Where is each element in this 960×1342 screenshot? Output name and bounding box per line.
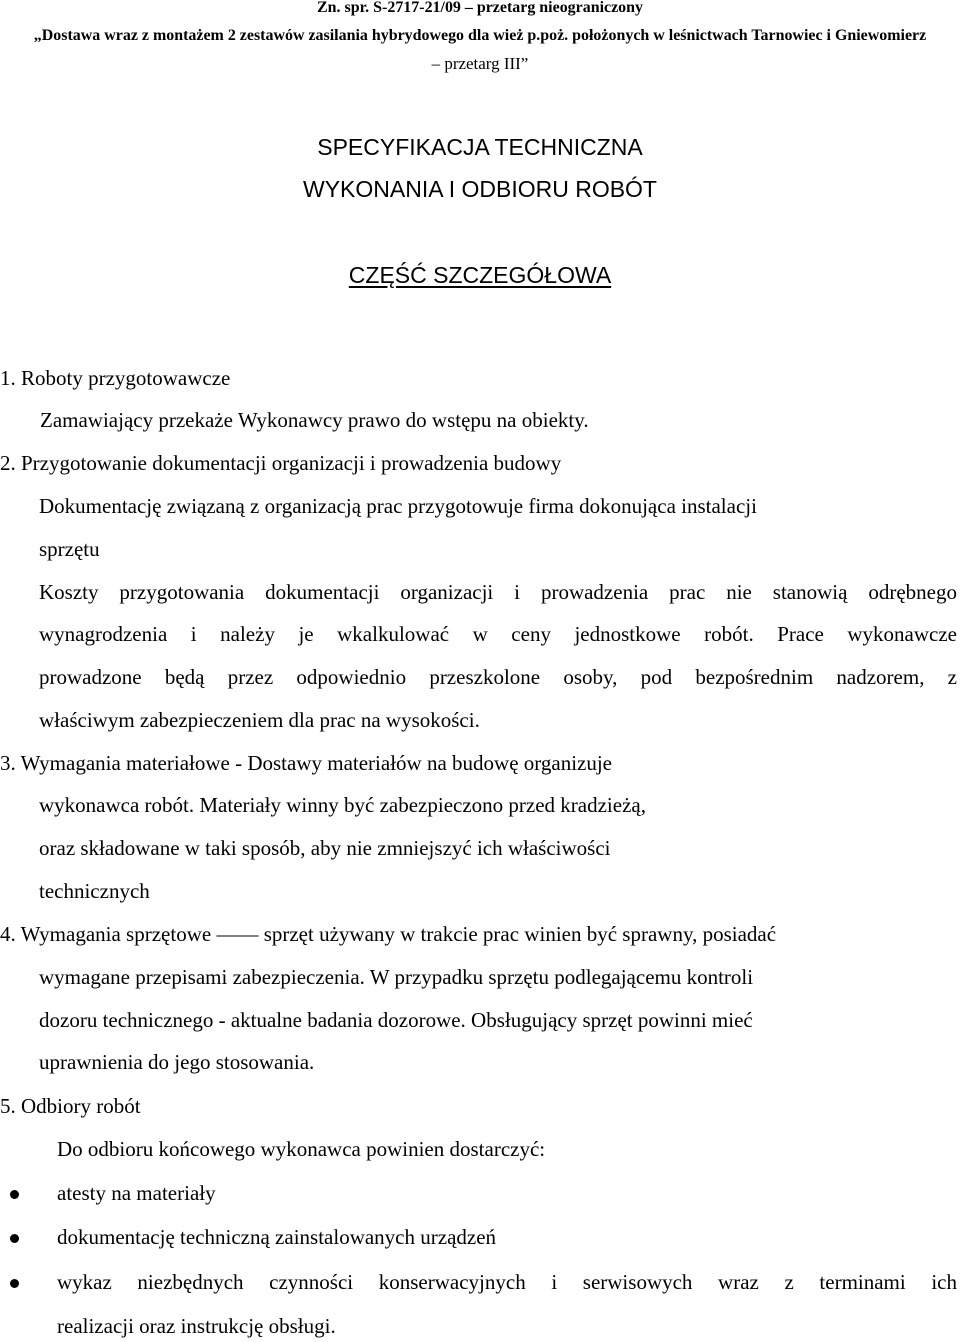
section-2-line-6: właściwym zabezpieczeniem dla prac na wysokości. xyxy=(39,708,480,732)
bullet-item-2: dokumentację techniczną zainstalowanych urządzeń xyxy=(57,1225,497,1249)
section-4-line-2: wymagane przepisami zabezpieczenia. W przypadku sprzętu podlegającemu kontroli xyxy=(39,965,754,989)
section-3-line-2: wykonawca robót. Materiały winny być zabezpieczono przed kradzieżą, xyxy=(39,793,646,817)
bullet-dot-2 xyxy=(10,1232,24,1246)
section-3-line-1: 3. Wymagania materiałowe - Dostawy materiałów na budowę organizuje xyxy=(0,751,613,775)
section-4-line-1: 4. Wymagania sprzętowe —— sprzęt używany w trakcie prac winien być sprawny, posiadać xyxy=(0,922,777,946)
section-2-line-1: Dokumentację związaną z organizacją prac przygotowuje firma dokonująca instalacji xyxy=(39,494,757,518)
section-2-line-4: wynagrodzenia i należy je wkalkulować w ceny jednostkowe robót. Prace wykonawcze xyxy=(39,622,957,646)
bullet-item-1: atesty na materiały xyxy=(57,1181,216,1205)
title-line-1: SPECYFIKACJA TECHNICZNA xyxy=(317,134,643,160)
section-2-line-5: prowadzone będą przez odpowiednio przeszkolone osoby, pod bezpośrednim nadzorem, z xyxy=(39,665,957,689)
bullet-dot-1 xyxy=(10,1188,24,1202)
section-5-intro: Do odbioru końcowego wykonawca powinien dostarczyć: xyxy=(57,1137,546,1161)
section-4-line-4: uprawnienia do jego stosowania. xyxy=(39,1050,315,1074)
bullet-dot-3 xyxy=(10,1277,24,1291)
header-line-2: „Dostawa wraz z montażem 2 zestawów zasilania hybrydowego dla wież p.poż. położonych w leśnictwach Tarnowiec i Gniewomierz xyxy=(33,27,927,44)
title-line-3 xyxy=(0,260,960,290)
header-line-3: – przetarg III” xyxy=(431,54,529,73)
header-line-1: Zn. spr. S-2717-21/09 – przetarg nieograniczony xyxy=(317,0,643,16)
bullet-item-3-line-2: realizacji oraz instrukcję obsługi. xyxy=(57,1314,336,1338)
title-line-2: WYKONANIA I ODBIORU ROBÓT xyxy=(303,176,657,202)
section-2-line-2: sprzętu xyxy=(39,537,100,561)
section-3-line-3: oraz składowane w taki sposób, aby nie zmniejszyć ich właściwości xyxy=(39,836,611,860)
section-2-line-3: Koszty przygotowania dokumentacji organizacji i prowadzenia prac nie stanowią odrębnego xyxy=(39,580,957,604)
section-2-heading: 2. Przygotowanie dokumentacji organizacji i prowadzenia budowy xyxy=(0,451,562,475)
section-3-line-4: technicznych xyxy=(39,879,150,903)
section-4-line-3: dozoru technicznego - aktualne badania dozorowe. Obsługujący sprzęt powinni mieć xyxy=(39,1008,753,1032)
title-line-3-text: CZĘŚĆ SZCZEGÓŁOWA xyxy=(348,262,612,288)
section-5-heading: 5. Odbiory robót xyxy=(0,1094,141,1118)
section-1-heading: 1. Roboty przygotowawcze xyxy=(0,366,231,390)
section-1-line-1: Zamawiający przekaże Wykonawcy prawo do wstępu na obiekty. xyxy=(40,408,589,432)
bullet-item-3-line-1: wykaz niezbędnych czynności konserwacyjnych i serwisowych wraz z terminami ich xyxy=(57,1270,957,1294)
